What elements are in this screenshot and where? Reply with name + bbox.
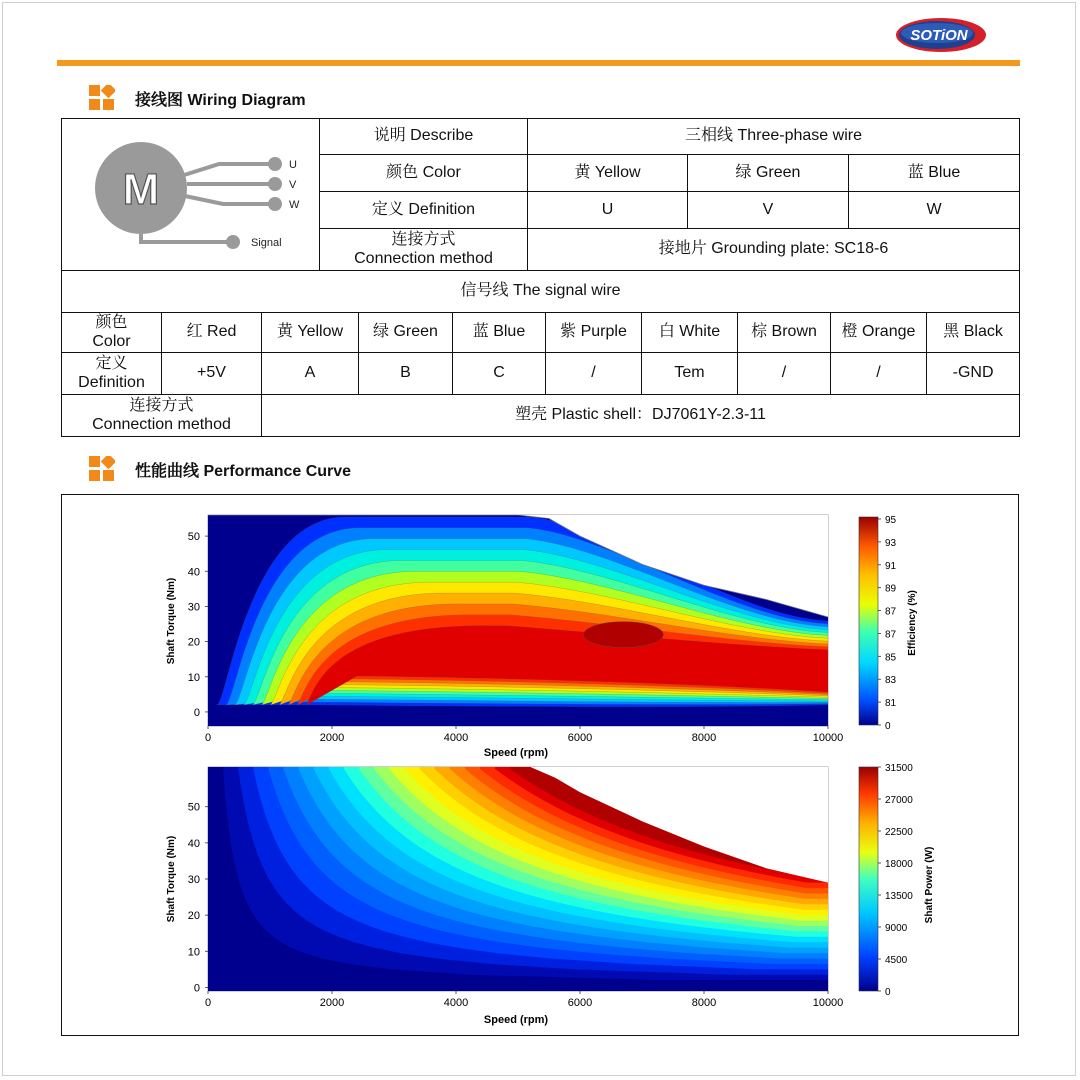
signal-definition: B xyxy=(359,353,453,395)
signal-color-label-cn: 颜色 xyxy=(95,314,128,332)
signal-definition: -GND xyxy=(927,353,1020,395)
efficiency-y-tick-label: 10 xyxy=(187,671,200,684)
motor-label-w: W xyxy=(288,198,299,211)
efficiency-y-tick-label: 0 xyxy=(193,706,200,719)
motor-label-signal: Signal xyxy=(250,236,282,249)
signal-color: 白 White xyxy=(642,313,738,353)
three-phase-table xyxy=(61,118,1020,271)
efficiency-x-tick-label: 2000 xyxy=(319,732,345,744)
power-map xyxy=(208,767,828,991)
signal-conn-label-en: Connection method xyxy=(92,415,231,433)
power-colorbar-tick-label: 27000 xyxy=(885,795,913,806)
signal-color: 橙 Orange xyxy=(831,313,927,353)
describe-label: 说明 Describe xyxy=(320,119,528,155)
signal-definition: / xyxy=(831,353,927,395)
phase-color: 绿 Green xyxy=(688,155,849,192)
signal-definition: +5V xyxy=(162,353,262,395)
power-x-tick-label: 2000 xyxy=(319,997,345,1009)
power-colorbar-tick-label: 13500 xyxy=(885,891,913,902)
power-x-tick-label: 4000 xyxy=(443,997,469,1009)
signal-wire-title: 信号线 The signal wire xyxy=(62,271,1020,313)
signal-definition: / xyxy=(546,353,642,395)
definition-label: 定义 Definition xyxy=(320,192,528,229)
power-colorbar-tick-label: 4500 xyxy=(885,955,908,966)
power-colorbar-tick-label: 31500 xyxy=(885,763,913,774)
efficiency-colorbar-tick-label: 83 xyxy=(885,675,897,687)
color-label: 颜色 Color xyxy=(320,155,528,192)
power-ylabel: Shaft Torque (Nm) xyxy=(166,835,177,923)
brand-logo-text: SOTiON xyxy=(910,27,968,44)
power-colorbar-tick-label: 22500 xyxy=(885,827,913,838)
signal-color-label-en: Color xyxy=(92,332,131,350)
power-x-tick-label: 8000 xyxy=(691,997,717,1009)
efficiency-x-tick-label: 4000 xyxy=(443,732,469,744)
connection-label-cn: 连接方式 xyxy=(391,231,456,249)
efficiency-colorbar-ticks xyxy=(878,515,897,732)
signal-definition: C xyxy=(453,353,546,395)
performance-panel xyxy=(61,494,1019,1036)
section-icon xyxy=(89,456,115,482)
signal-color: 蓝 Blue xyxy=(453,313,546,353)
power-y-tick-label: 20 xyxy=(187,910,200,923)
three-phase-label: 三相线 Three-phase wire xyxy=(528,119,1020,155)
motor-diagram-cell xyxy=(62,119,320,271)
signal-definition-label xyxy=(62,353,162,395)
efficiency-y-tick-label: 40 xyxy=(187,566,200,579)
motor-letter: M xyxy=(122,164,159,214)
efficiency-xlabel: Speed (rpm) xyxy=(483,747,549,759)
signal-color-label xyxy=(62,313,162,353)
signal-color: 紫 Purple xyxy=(546,313,642,353)
power-x-tick-label: 0 xyxy=(204,997,212,1009)
signal-color: 绿 Green xyxy=(359,313,453,353)
efficiency-colorbar-tick-label: 87 xyxy=(885,629,897,641)
signal-definition: / xyxy=(738,353,831,395)
signal-connection-table xyxy=(61,394,1020,437)
phase-definition: V xyxy=(688,192,849,229)
section-icon xyxy=(89,85,115,111)
performance-charts xyxy=(62,495,1017,1034)
wiring-section-header xyxy=(89,83,306,113)
power-x-tick-label: 6000 xyxy=(567,997,593,1009)
power-xlabel: Speed (rpm) xyxy=(483,1014,549,1026)
power-y-tick-label: 40 xyxy=(187,837,200,850)
efficiency-colorbar-tick-label: 0 xyxy=(885,721,891,732)
efficiency-colorbar-tick-label: 95 xyxy=(885,515,897,526)
header-rule xyxy=(57,60,1020,66)
efficiency-colorbar-tick-label: 87 xyxy=(885,606,897,618)
power-colorbar-tick-label: 18000 xyxy=(885,859,913,870)
signal-definition: Tem xyxy=(642,353,738,395)
wiring-section-title: 接线图 Wiring Diagram xyxy=(135,91,306,109)
phase-color: 蓝 Blue xyxy=(849,155,1020,192)
power-colorbar-ticks xyxy=(878,763,913,998)
efficiency-x-tick-label: 0 xyxy=(204,732,212,744)
power-y-tick-label: 30 xyxy=(187,874,200,886)
power-y-tick-label: 10 xyxy=(187,946,200,959)
performance-section-title: 性能曲线 Performance Curve xyxy=(135,462,352,480)
power-y-tick-label: 0 xyxy=(193,982,200,995)
motor-label-u: U xyxy=(288,158,297,171)
power-colorbar xyxy=(859,767,878,991)
grounding-plate: 接地片 Grounding plate: SC18-6 xyxy=(528,229,1020,271)
signal-color: 黄 Yellow xyxy=(262,313,359,353)
efficiency-colorbar-tick-label: 85 xyxy=(885,652,897,664)
efficiency-x-tick-label: 6000 xyxy=(567,732,593,744)
efficiency-map xyxy=(208,515,828,726)
signal-connection-label xyxy=(62,395,262,437)
efficiency-colorbar-label: Efficiency (%) xyxy=(907,590,918,656)
signal-color: 棕 Brown xyxy=(738,313,831,353)
efficiency-y-tick-label: 20 xyxy=(187,636,200,649)
efficiency-y-tick-label: 50 xyxy=(187,531,200,544)
signal-color: 红 Red xyxy=(162,313,262,353)
power-x-tick-label: 10000 xyxy=(812,997,844,1009)
signal-wire-table xyxy=(61,270,1020,395)
plastic-shell: 塑壳 Plastic shell：DJ7061Y-2.3-11 xyxy=(262,395,1020,437)
efficiency-ylabel: Shaft Torque (Nm) xyxy=(166,577,177,665)
connection-label-en: Connection method xyxy=(354,249,493,267)
efficiency-colorbar xyxy=(859,517,878,725)
efficiency-colorbar-tick-label: 93 xyxy=(885,537,897,549)
efficiency-x-tick-label: 10000 xyxy=(812,732,844,744)
efficiency-colorbar-tick-label: 89 xyxy=(885,583,897,595)
efficiency-colorbar-tick-label: 91 xyxy=(885,560,897,572)
motor-wiring-diagram xyxy=(71,122,311,262)
brand-logo xyxy=(895,17,987,53)
efficiency-x-tick-label: 8000 xyxy=(691,732,717,744)
signal-def-label-cn: 定义 xyxy=(95,355,128,373)
power-y-tick-label: 50 xyxy=(187,801,200,814)
efficiency-y-tick-label: 30 xyxy=(187,601,200,614)
power-colorbar-tick-label: 0 xyxy=(885,987,891,998)
signal-def-label-en: Definition xyxy=(78,373,145,391)
efficiency-colorbar-tick-label: 81 xyxy=(885,698,897,710)
power-colorbar-tick-label: 9000 xyxy=(885,923,908,934)
signal-definition: A xyxy=(262,353,359,395)
efficiency-peak-region xyxy=(583,622,663,648)
phase-color: 黄 Yellow xyxy=(528,155,688,192)
phase-definition: U xyxy=(528,192,688,229)
power-colorbar-label: Shaft Power (W) xyxy=(924,846,935,924)
phase-definition: W xyxy=(849,192,1020,229)
performance-section-header xyxy=(89,454,351,484)
motor-label-v: V xyxy=(288,178,296,191)
signal-color: 黑 Black xyxy=(927,313,1020,353)
connection-method-label xyxy=(320,229,528,271)
signal-conn-label-cn: 连接方式 xyxy=(129,397,194,415)
